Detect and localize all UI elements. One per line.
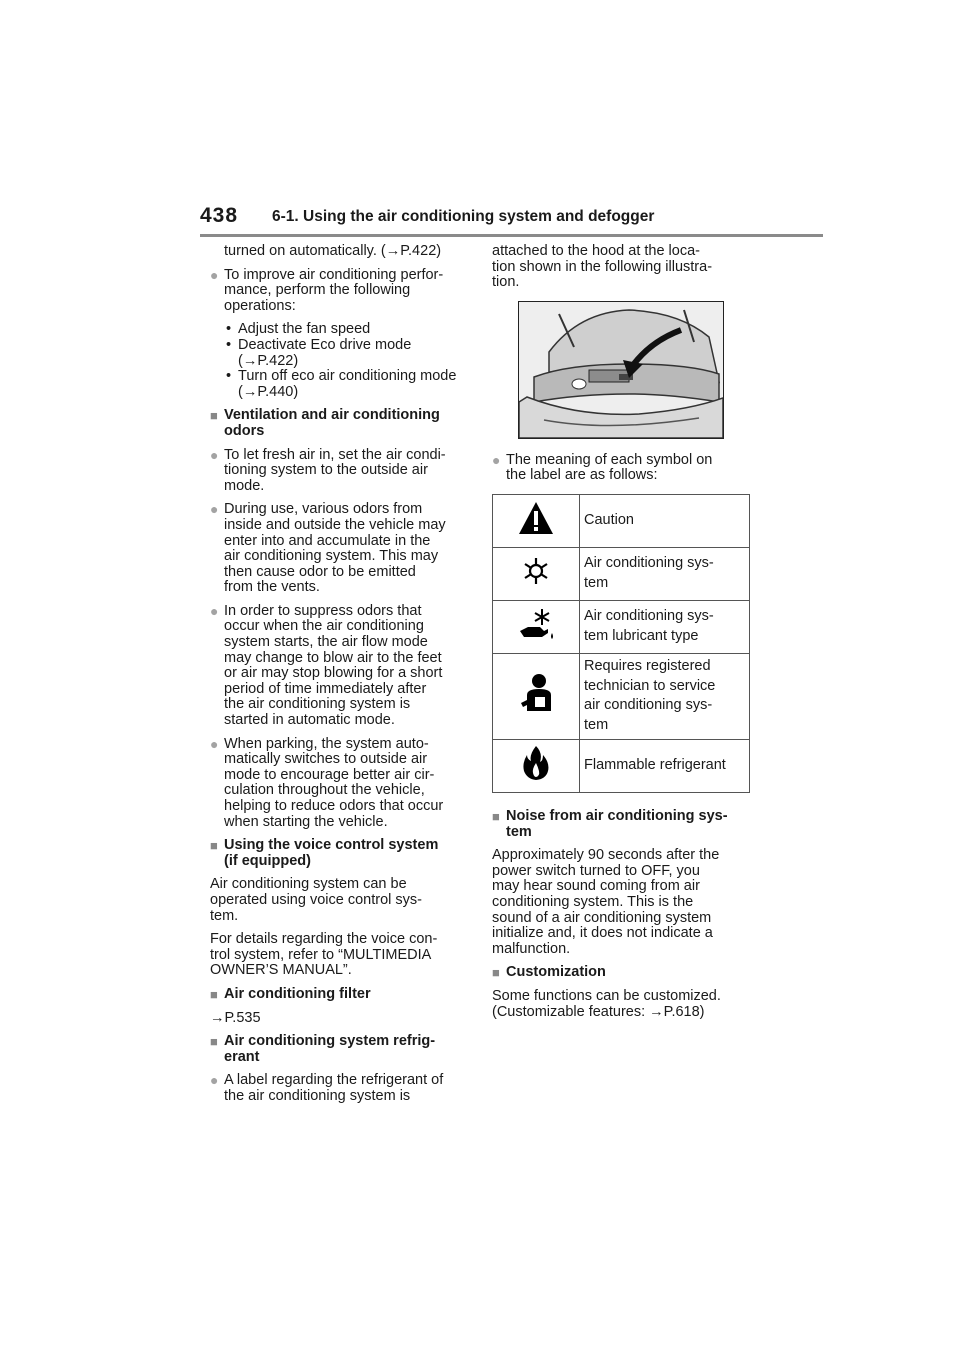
text-line: air conditioning sys- (584, 697, 713, 714)
text-line: ■ Air conditioning filter (224, 985, 371, 1002)
right-column (492, 244, 756, 1028)
text-line: mode to encourage better air cir- (224, 766, 435, 783)
text-line: • Adjust the fan speed (238, 321, 371, 338)
text-line: matically switches to outside air (224, 751, 428, 768)
text-line: enter into and accumulate in the (224, 532, 431, 549)
text-line: ● During use, various odors from (224, 501, 423, 518)
text-line: mance, perform the following (224, 282, 411, 299)
page-header (200, 204, 820, 240)
text-line: OWNER’S MANUAL”. (210, 962, 352, 979)
paragraph-noise (492, 848, 756, 957)
bullet-during-use (210, 502, 472, 596)
text-line: ● The meaning of each symbol on (506, 451, 713, 468)
table-row (493, 547, 750, 600)
text-line: may change to blow air to the feet (224, 649, 442, 666)
text-line: tem (584, 716, 609, 733)
bullet-improve-ac (210, 268, 472, 315)
bullet-refrigerant-label (210, 1073, 472, 1104)
text-line: malfunction. (492, 940, 571, 957)
text-line: Caution (584, 512, 634, 529)
text-line: • Turn off eco air conditioning mode (238, 368, 457, 385)
text-line: tion shown in the following illustra- (492, 258, 713, 275)
hood-label-illustration (518, 301, 724, 439)
text-line: ■ Noise from air conditioning sys- (506, 807, 728, 824)
text-line: power switch turned to OFF, you (492, 862, 700, 879)
caution-triangle-icon (493, 494, 580, 547)
heading-customization (492, 965, 756, 981)
text-line: Some functions can be customized. (492, 987, 721, 1004)
text-line: started in automatic mode. (224, 712, 395, 729)
text-line: from the vents. (224, 579, 320, 596)
filter-page-reference: →P.535 (210, 1009, 261, 1026)
text-line: For details regarding the voice con- (210, 931, 438, 948)
heading-ventilation-odors (210, 408, 472, 439)
text-line: Air conditioning sys- (584, 555, 714, 572)
bullet-fresh-air (210, 448, 472, 495)
text-line: the air conditioning system is (224, 1087, 411, 1104)
text-line: technician to service (584, 677, 716, 694)
bullet-parking (210, 737, 472, 831)
text-line: ● To let fresh air in, set the air condi- (224, 446, 446, 463)
heading-ac-filter (210, 987, 472, 1003)
text-line: inside and outside the vehicle may (224, 516, 446, 533)
text-line: operations: (224, 297, 296, 314)
car-hood-illustration (519, 302, 723, 438)
header-divider (200, 234, 823, 237)
symbol-caution-text (580, 494, 750, 547)
text-line: tem. (210, 907, 239, 924)
text-line: culation throughout the vehicle, (224, 782, 425, 799)
text-line: ■ Using the voice control system (224, 837, 439, 854)
text-line: sound of a air conditioning system (492, 909, 712, 926)
text-line: (→P.422) (238, 352, 299, 369)
text-line: (→P.440) (238, 383, 299, 400)
text-line: when starting the vehicle. (224, 813, 388, 830)
text-line: then cause odor to be emitted (224, 563, 416, 580)
text-line: Air conditioning system can be (210, 876, 407, 893)
text-line: ● When parking, the system auto- (224, 735, 429, 752)
text-line: erant (224, 1048, 260, 1065)
text-line: or air may stop blowing for a short (224, 665, 443, 682)
heading-refrigerant (210, 1034, 472, 1065)
text-line: Flammable refrigerant (584, 757, 726, 774)
text-line: Approximately 90 seconds after the (492, 847, 720, 864)
text-line: tioning system to the outside air (224, 462, 428, 479)
list-item-eco-drive (210, 338, 472, 369)
paragraph-voice-details (210, 932, 472, 979)
operations-list (210, 322, 472, 400)
bullet-symbol-meaning (492, 453, 756, 484)
list-item-eco-ac (210, 369, 472, 400)
text-line: • Deactivate Eco drive mode (238, 336, 412, 353)
text-line: mode. (224, 477, 265, 494)
table-row (493, 653, 750, 739)
text-line: the air conditioning system is (224, 696, 411, 713)
text-line: odors (224, 422, 265, 439)
text-line: attached to the hood at the loca- (492, 243, 700, 259)
heading-noise (492, 809, 756, 840)
text-line: operated using voice control sys- (210, 891, 422, 908)
text-line: Requires registered (584, 658, 711, 675)
table-row (493, 600, 750, 653)
symbol-lubricant-text (580, 600, 750, 653)
text-line: air conditioning system. This may (224, 548, 439, 565)
text-line: tem (584, 574, 609, 591)
technician-icon (493, 653, 580, 739)
snowflake-icon (493, 547, 580, 600)
paragraph-label-location (492, 244, 756, 291)
text-line: ● A label regarding the refrigerant of (224, 1072, 444, 1089)
text-line: ● To improve air conditioning perfor- (224, 266, 444, 283)
text-line: ■ Air conditioning system refrig- (224, 1033, 436, 1050)
page-number: 438 (200, 204, 239, 227)
text-line: (Customizable features: →P.618) (492, 1003, 705, 1020)
text-line: ■ Customization (506, 964, 606, 981)
text-line: ● In order to suppress odors that (224, 602, 422, 619)
heading-voice-control (210, 838, 472, 869)
text-line: conditioning system. This is the (492, 893, 694, 910)
text-line: tem lubricant type (584, 627, 699, 644)
text-line: tion. (492, 274, 520, 291)
text-line: initialize and, it does not indicate a (492, 925, 713, 942)
paragraph-customization (492, 989, 756, 1020)
list-item-fan-speed (210, 322, 472, 338)
text-line: tem (506, 823, 532, 840)
table-row (493, 494, 750, 547)
section-title: 6-1. Using the air conditioning system and defogger (272, 208, 655, 225)
text-line: (if equipped) (224, 852, 311, 869)
paragraph-turned-on: turned on automatically. (→P.422) (224, 243, 442, 259)
paragraph-voice-control (210, 877, 472, 924)
text-line: trol system, refer to “MULTIMEDIA (210, 946, 432, 963)
text-line: the label are as follows: (506, 467, 658, 484)
text-line: helping to reduce odors that occur (224, 798, 444, 814)
text-line: may hear sound coming from air (492, 878, 700, 895)
text-line: period of time immediately after (224, 680, 427, 697)
left-column (210, 244, 472, 1113)
symbol-flammable-text (580, 739, 750, 792)
text-line: ■ Ventilation and air conditioning (224, 407, 440, 424)
text-line: Air conditioning sys- (584, 608, 714, 625)
text-line: system starts, the air flow mode (224, 634, 428, 651)
flame-icon (493, 739, 580, 792)
symbol-ac-system-text (580, 547, 750, 600)
symbol-table (492, 494, 750, 793)
bullet-suppress-odors (210, 604, 472, 729)
table-row (493, 739, 750, 792)
text-line: occur when the air conditioning (224, 618, 424, 635)
lubricant-oil-can-icon (493, 600, 580, 653)
symbol-technician-text (580, 653, 750, 739)
